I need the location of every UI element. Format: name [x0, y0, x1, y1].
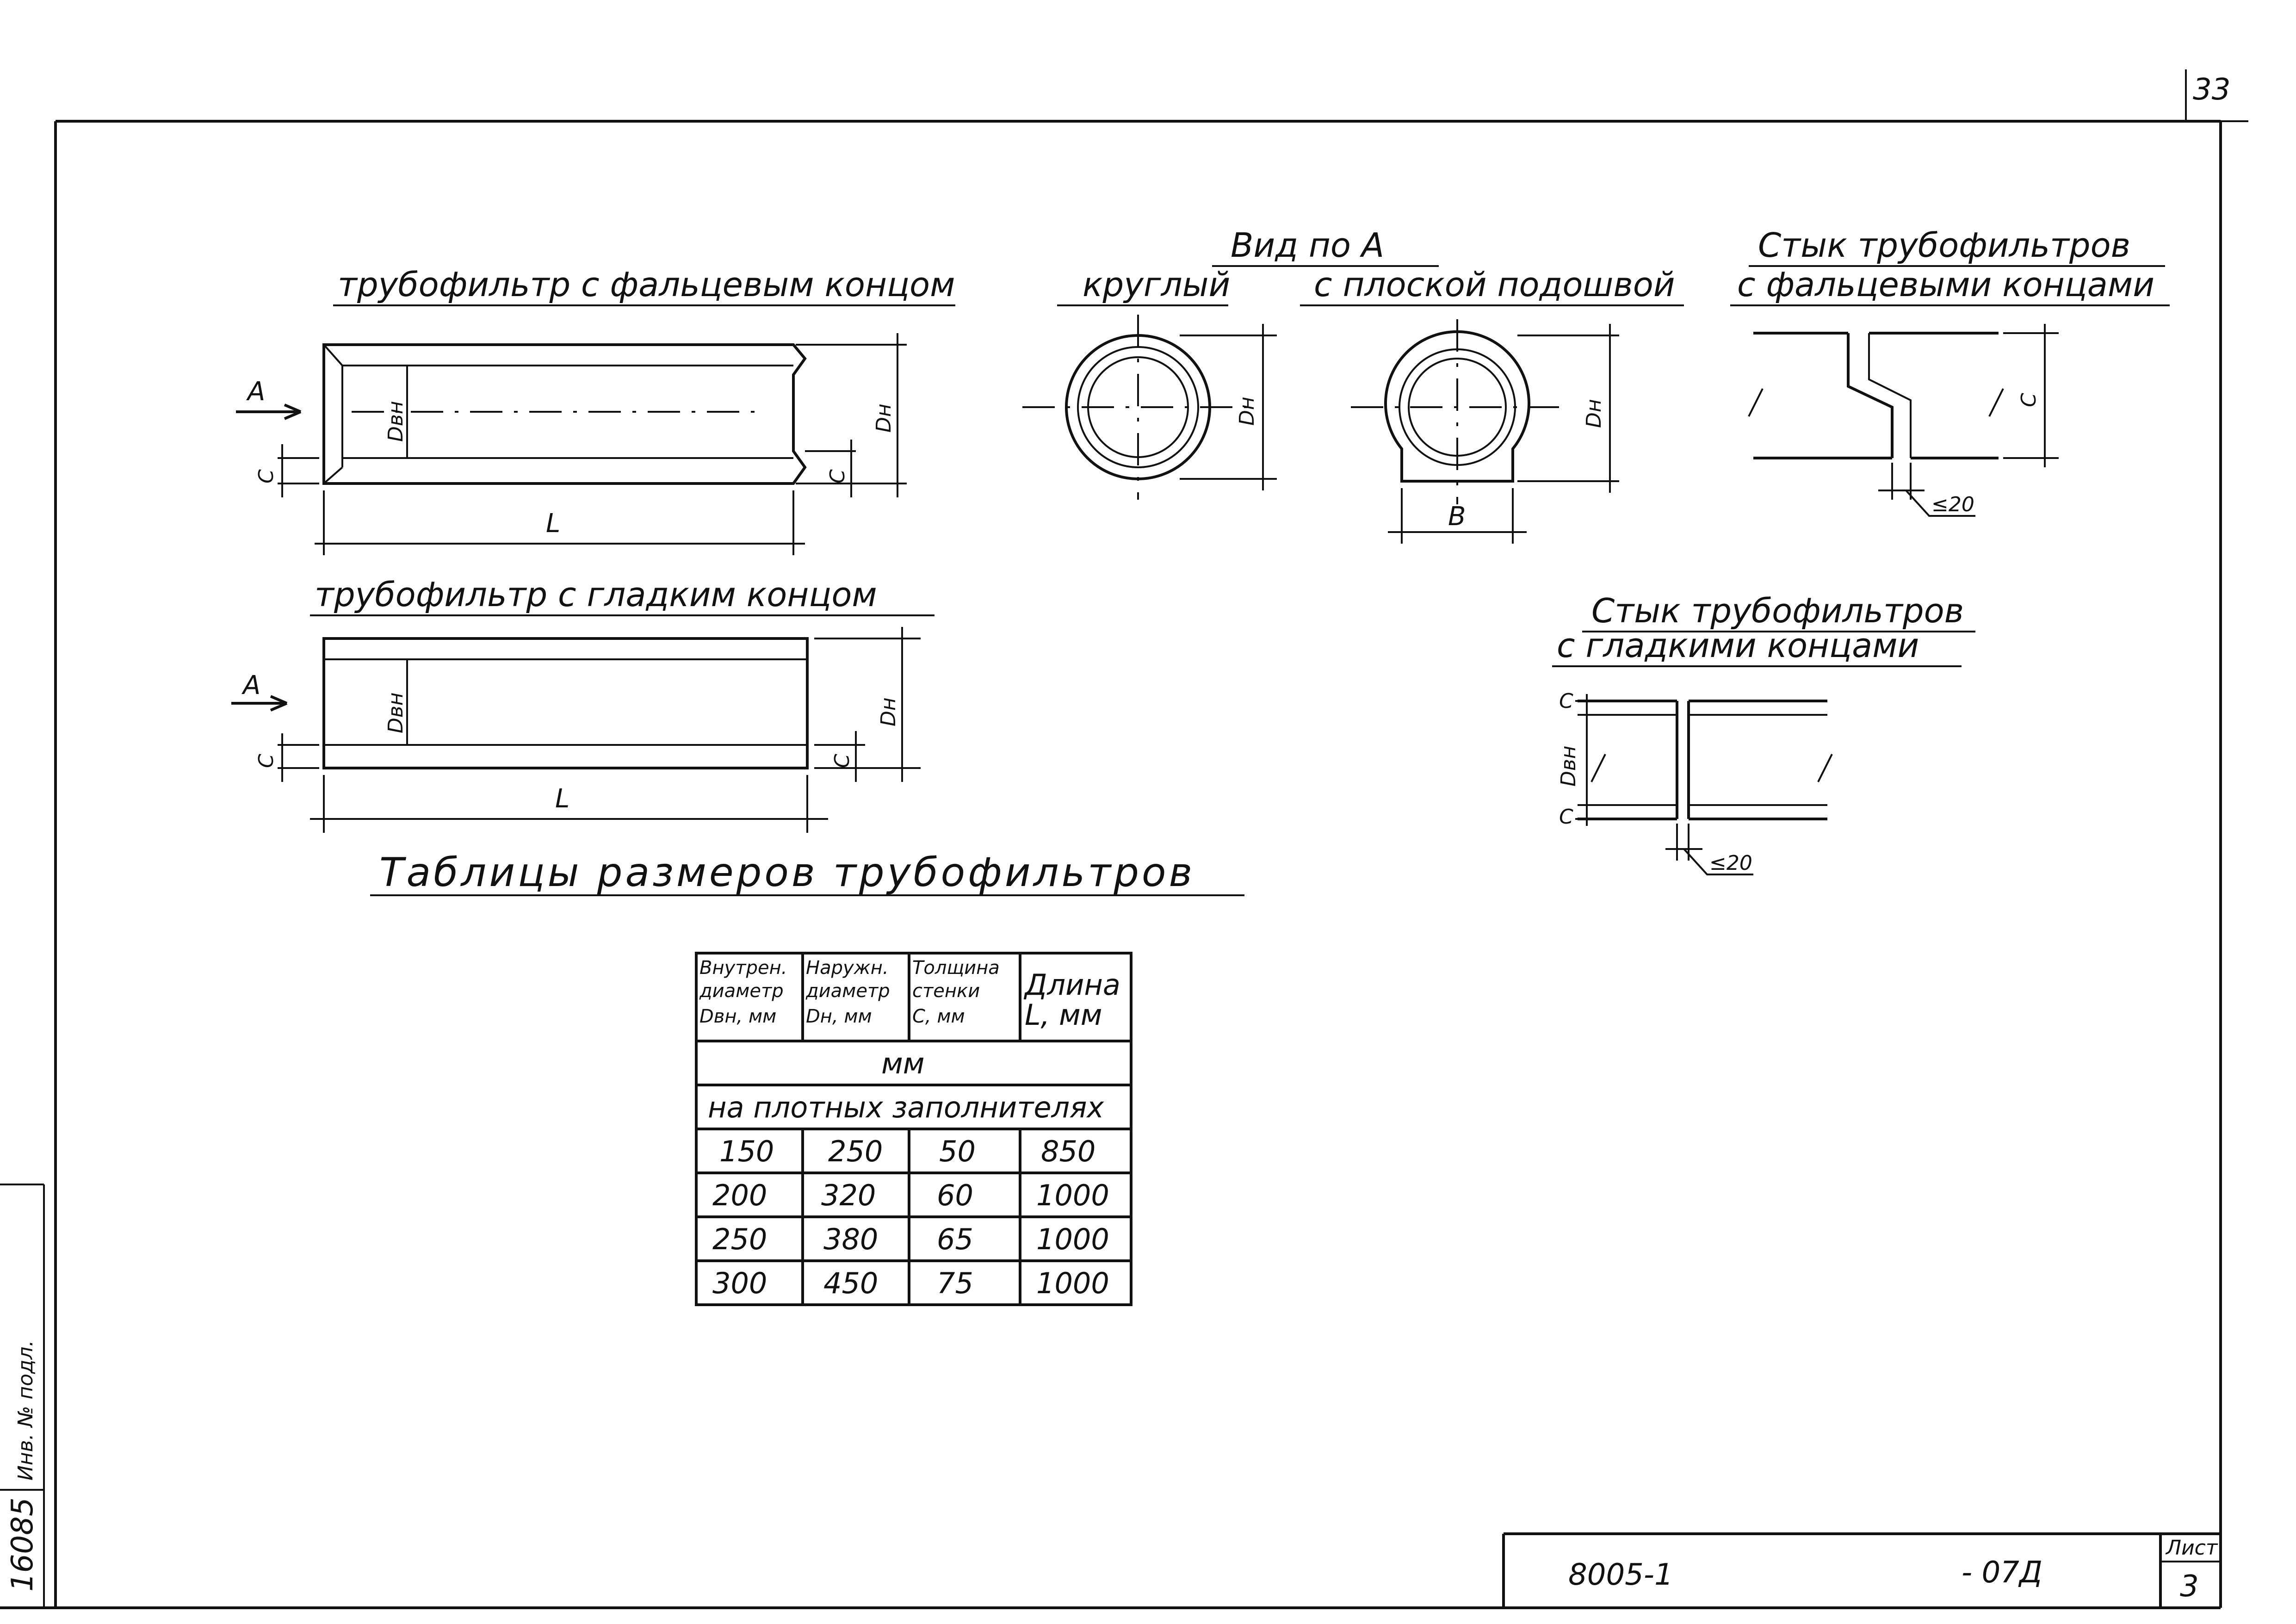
table-cell-r1-c4: 850	[1041, 1134, 1096, 1168]
dim-arrow-a-1: А	[248, 377, 266, 407]
dim-arrow-a-2: А	[243, 670, 261, 700]
table-cell-r2-c1: 200	[712, 1178, 767, 1212]
table-cell-r1-c1: 150	[719, 1134, 774, 1168]
pipe-folded-title: трубофильтр с фальцевым концом	[338, 265, 955, 304]
dim-c-1: С	[254, 469, 278, 483]
sheet-label: Лист	[2166, 1536, 2218, 1560]
joint-folded-drawing	[1749, 324, 2059, 516]
table-header-3-line-1: Толщина	[912, 957, 1000, 979]
dim-c-4: С	[830, 754, 854, 768]
joint-smooth-drawing	[1575, 694, 1832, 874]
dim-c-6: С	[1559, 689, 1573, 713]
table-header-3-line-3: С, мм	[912, 1006, 965, 1027]
dim-c-7: С	[1559, 805, 1573, 829]
table-cell-r1-c2: 250	[828, 1134, 883, 1168]
table-header-2-line-2: диаметр	[806, 980, 890, 1002]
table-header-2-line-3: Dн, мм	[806, 1006, 872, 1027]
joint-folded-title-2: с фальцевыми концами	[1737, 265, 2155, 304]
view-a-title: Вид по А	[1231, 226, 1385, 265]
table-header-3-line-2: стенки	[912, 980, 980, 1002]
sheet-suffix: - 07Д	[1962, 1556, 2042, 1590]
dim-dvn-1: Dвн	[384, 401, 408, 442]
table-header-4-line-2: L, мм	[1025, 998, 1102, 1032]
margin-stamp	[0, 1184, 44, 1608]
dim-dvn-2: Dвн	[384, 692, 408, 733]
table-cell-r4-c1: 300	[712, 1266, 767, 1300]
table-unit-row: мм	[881, 1047, 925, 1080]
dim-l-1: L	[546, 508, 561, 539]
joint-smooth-title-1: Стык трубофильтров	[1591, 591, 1964, 630]
table-cell-r2-c2: 320	[821, 1178, 876, 1212]
table-cell-r4-c4: 1000	[1036, 1266, 1109, 1300]
table-cell-r3-c1: 250	[712, 1222, 767, 1256]
table-header-1-line-1: Внутрен.	[699, 957, 787, 979]
pipe-smooth-drawing	[231, 627, 921, 833]
dim-c-3: С	[254, 754, 278, 768]
view-a-flat-label: с плоской подошвой	[1314, 265, 1675, 304]
table-header-2-line-1: Наружн.	[806, 957, 889, 979]
joint-folded-title-1: Стык трубофильтров	[1758, 226, 2131, 265]
sheet-code: 8005-1	[1568, 1558, 1673, 1592]
pipe-folded-drawing	[236, 333, 907, 555]
margin-stamp-number: 16085	[6, 1497, 40, 1592]
table-cell-r4-c2: 450	[823, 1266, 879, 1300]
dim-c-2: С	[826, 469, 849, 483]
table-cell-r3-c4: 1000	[1036, 1222, 1109, 1256]
view-a-round-label: круглый	[1083, 265, 1231, 304]
margin-stamp-label: Инв. № подл.	[14, 1340, 37, 1481]
tables-title: Таблицы размеров трубофильтров	[379, 849, 1195, 896]
dim-dn-3: Dн	[1235, 397, 1259, 426]
dim-gap-2: ≤20	[1709, 851, 1752, 875]
dim-dn-1: Dн	[872, 403, 896, 433]
dim-b: В	[1448, 502, 1466, 532]
table-cell-r3-c3: 65	[937, 1222, 973, 1256]
dim-dn-4: Dн	[1582, 399, 1606, 428]
page-number: 33	[2193, 73, 2231, 107]
pipe-smooth-title: трубофильтр с гладким концом	[315, 575, 877, 614]
sheet-number: 3	[2180, 1569, 2199, 1604]
table-cell-r3-c2: 380	[823, 1222, 879, 1256]
table-header-4-line-1: Длина	[1025, 968, 1120, 1002]
table-group-row: на плотных заполнителях	[708, 1091, 1104, 1124]
dim-dvn-3: Dвн	[1557, 745, 1580, 787]
table-cell-r2-c3: 60	[937, 1178, 973, 1212]
table-cell-r4-c3: 75	[937, 1266, 973, 1300]
table-cell-r1-c3: 50	[939, 1134, 976, 1168]
table-header-1-line-2: диаметр	[699, 980, 784, 1002]
table-cell-r2-c4: 1000	[1036, 1178, 1109, 1212]
dim-dn-2: Dн	[877, 697, 900, 726]
joint-smooth-title-2: с гладкими концами	[1557, 626, 1919, 665]
dim-gap-1: ≤20	[1931, 493, 1974, 516]
dim-c-5: С	[2017, 393, 2041, 407]
table-header-1-line-3: Dвн, мм	[699, 1006, 777, 1027]
dim-l-2: L	[555, 784, 570, 814]
flat-sole-section-drawing	[1351, 319, 1619, 544]
